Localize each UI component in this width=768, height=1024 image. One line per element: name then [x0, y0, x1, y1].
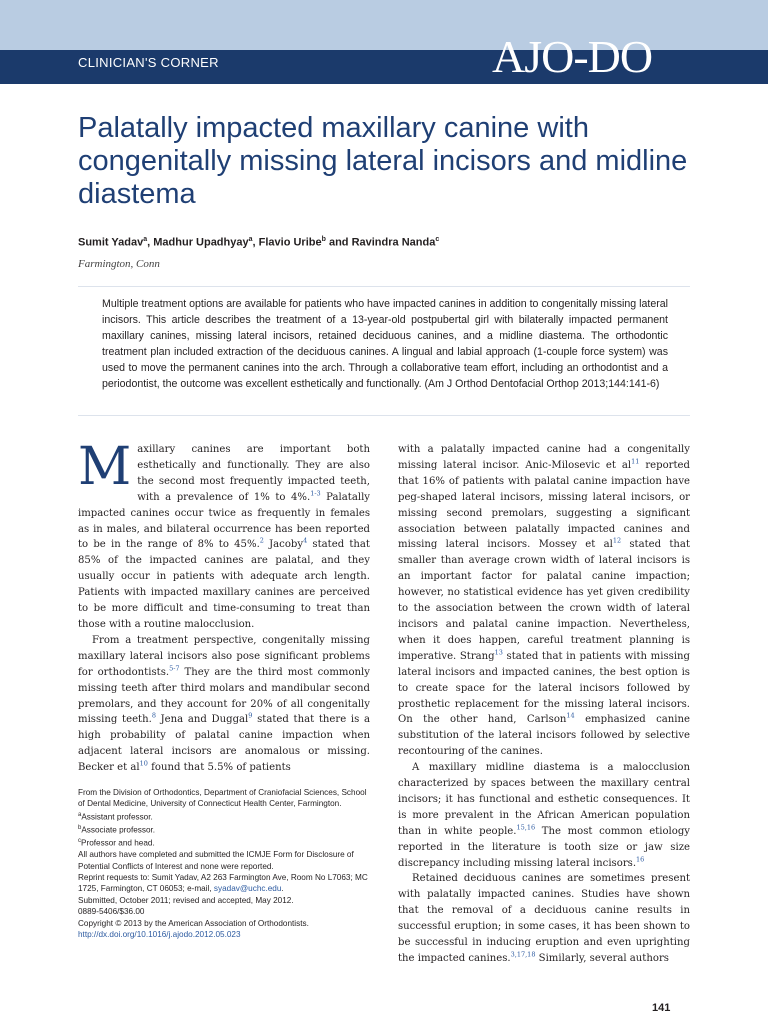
footnote-reprint: Reprint requests to: Sumit Yadav, A2 263 Farmington Ave, Room No L7063; MC 1725, Farmington, CT 06053; e-mail, syadav@uchc.edu.: [78, 873, 368, 894]
paragraph-text: with a palatally impacted canine had a congenitally missing lateral incisor. Anic-Milosevic et $al^{11}$ reported that 16% of patients with palatal canine impaction have peg-shaped lateral incisors, missing lateral incisors, or missing second premolars, suggesting a significant association between palatally impacted canines and missing lateral incisors. Mossey et $al^{12}$ stated that smaller than average crown width of lateral incisors is an important factor for palatal canine impaction; however, no statistical evidence has yet given credibility to the association between the crown width of lateral incisors and palatal canine impaction. Nevertheless, when it does happen, careful treatment planning is imperative. Strang$^{13}$ stated that in patients with missing lateral incisors and impacted canines, the best option is to create space for the lateral incisors followed by prosthetic replacement for the missing lateral incisors. On the other hand, Carlson$^{14}$ emphasized canine substitution of the lateral incisors followed by selective recontouring of the canines.: [398, 444, 691, 758]
doi-link[interactable]: http://dx.doi.org/10.1016/j.ajodo.2012.05.023: [78, 930, 241, 940]
citation-ref[interactable]: 13: [494, 648, 503, 657]
author-affiliation-mark: c: [435, 236, 440, 243]
author-name: Flavio Uribe: [258, 236, 322, 249]
body-paragraph: [78, 437, 371, 633]
article-title: Palatally impacted maxillary canine with congenitally missing lateral incisors and midline diastema: [78, 112, 688, 210]
citation-ref[interactable]: 14: [566, 712, 575, 721]
citation-ref[interactable]: 12: [612, 537, 622, 546]
body-column-left: [78, 437, 371, 776]
paragraph-text: From a treatment perspective, congenitally missing maxillary lateral incisors also pose significant problems for orthodontists.$^{5-7}$ They are the third most commonly missing teeth after third molars and mandibular second premolars, and they account for 20% of all congenitally missing teeth.$^8$ Jena and Duggal$^9$ stated that there is a high probability of palatal canine impaction when adjacent lateral incisors are anomalous or missing. Becker et $al^{10}$ found that 5.5% of patients: [78, 634, 370, 774]
body-paragraph: [78, 633, 370, 776]
abstract-text: Multiple treatment options are available for patients who have impacted canines in addition to congenitally missing lateral incisors. This article describes the treatment of a 13-year-old postpubertal girl with bilaterally impacted permanent maxillary canines, missing lateral incisors, retained deciduous canines, and a midline diastema. The orthodontic treatment plan included extraction of the deciduous canines. A lingual and labial approach (1-couple force system) was used to move the permanent canines into the arch. Through a collaborative team effort, including an orthodontist and a periodontist, the outcome was excellent esthetically and functionally. (Am J Orthod Dentofacial Orthop 2013;144:141-6): [102, 298, 668, 390]
paragraph-text: Retained deciduous canines are sometimes present with palatally impacted canines. Studies have shown that the removal of a deciduous canine results in successful eruption; in some cases, it has been shown to be successful in inducing eruption and even uprighting the impacted canines.$^{3,17,18}$ Similarly, several authors: [398, 873, 690, 964]
citation-ref[interactable]: 2: [259, 537, 264, 546]
citation-ref[interactable]: 5-7: [169, 664, 180, 673]
footnote-aff-a: $^a$Assistant professor.: [78, 811, 153, 822]
citation-ref[interactable]: 16: [636, 855, 645, 864]
footnote-disclosure: All authors have completed and submitted the ICMJE Form for Disclosure of Potential Conflicts of Interest and none were reported.: [78, 850, 354, 871]
author-name: Sumit Yadav: [78, 236, 144, 249]
citation-ref[interactable]: 1-3: [310, 489, 321, 498]
paragraph-text: A maxillary midline diastema is a malocclusion characterized by spaces between the maxillary central incisors; it has functional and esthetic consequences. It is more prevalent in the African American population than in white people.$^{15,16}$ The most common etiology reported in the literature is tooth size or jaw size discrepancy including missing lateral incisors.$^{16}$: [398, 762, 690, 869]
footnote-aff-b: $^b$Associate professor.: [78, 824, 156, 835]
footnote-aff-c: $^c$Professor and head.: [78, 838, 155, 848]
page-number: 141: [652, 1002, 671, 1014]
citation-ref[interactable]: 11: [631, 457, 640, 466]
body-paragraph: [398, 871, 690, 966]
author-affiliation-mark: a: [143, 236, 148, 243]
citation-ref[interactable]: 9: [248, 712, 253, 721]
footnotes: [78, 787, 370, 940]
paragraph-text: axillary canines are important both esthetically and functionally. They are also the second most frequently impacted teeth, with a prevalence of 1% to 4%.$^{1-3}$ Palatally impacted canines occur twice as frequently in females as in males, and bilateral occurrence has been reported to be in the range of 8% to 45%.$^2$ Jacoby$^4$ stated that 85% of the impacted canines are palatal, and they usually occur in patients with adequate arch length. Patients with impacted maxillary canines are perceived to be more difficult and time-consuming to treat than those with a routine malocclusion.: [78, 444, 371, 630]
citation-ref[interactable]: 4: [303, 537, 308, 546]
journal-logo: AJO-DO: [492, 31, 653, 82]
header-top-band: [0, 0, 768, 50]
citation-ref[interactable]: 10: [139, 759, 148, 768]
footnote-division: From the Division of Orthodontics, Department of Craniofacial Sciences, School of Dental Medicine, University of Connecticut Health Center, Farmington.: [78, 788, 367, 809]
drop-cap: M: [78, 437, 132, 497]
section-label: CLINICIAN'S CORNER: [78, 55, 219, 70]
author-name: Madhur Upadhyay: [153, 236, 249, 249]
email-link[interactable]: syadav@uchc.edu: [213, 884, 282, 894]
footnote-submitted: Submitted, October 2011; revised and accepted, May 2012.: [78, 895, 294, 905]
citation-ref[interactable]: 8: [151, 712, 156, 721]
author-location: Farmington, Conn: [78, 258, 160, 270]
body-paragraph: [398, 442, 690, 760]
footnote-issn: 0889-5406/$36.00: [78, 907, 145, 917]
body-paragraph: [398, 760, 690, 871]
body-column-right: [398, 442, 690, 967]
footnote-copyright: Copyright © 2013 by the American Association of Orthodontists.: [78, 918, 309, 928]
citation-ref[interactable]: 15,16: [516, 823, 536, 832]
author-name: Ravindra Nanda: [351, 236, 436, 249]
author-affiliation-mark: b: [321, 236, 326, 243]
citation-ref[interactable]: 3,17,18: [510, 950, 536, 959]
author-list: Sumit Yadav$^a$, Madhur Upadhyay$^a$, Flavio Uribe$^b$ and Ravindra Nanda$^c$: [78, 236, 440, 249]
author-affiliation-mark: a: [248, 236, 253, 243]
